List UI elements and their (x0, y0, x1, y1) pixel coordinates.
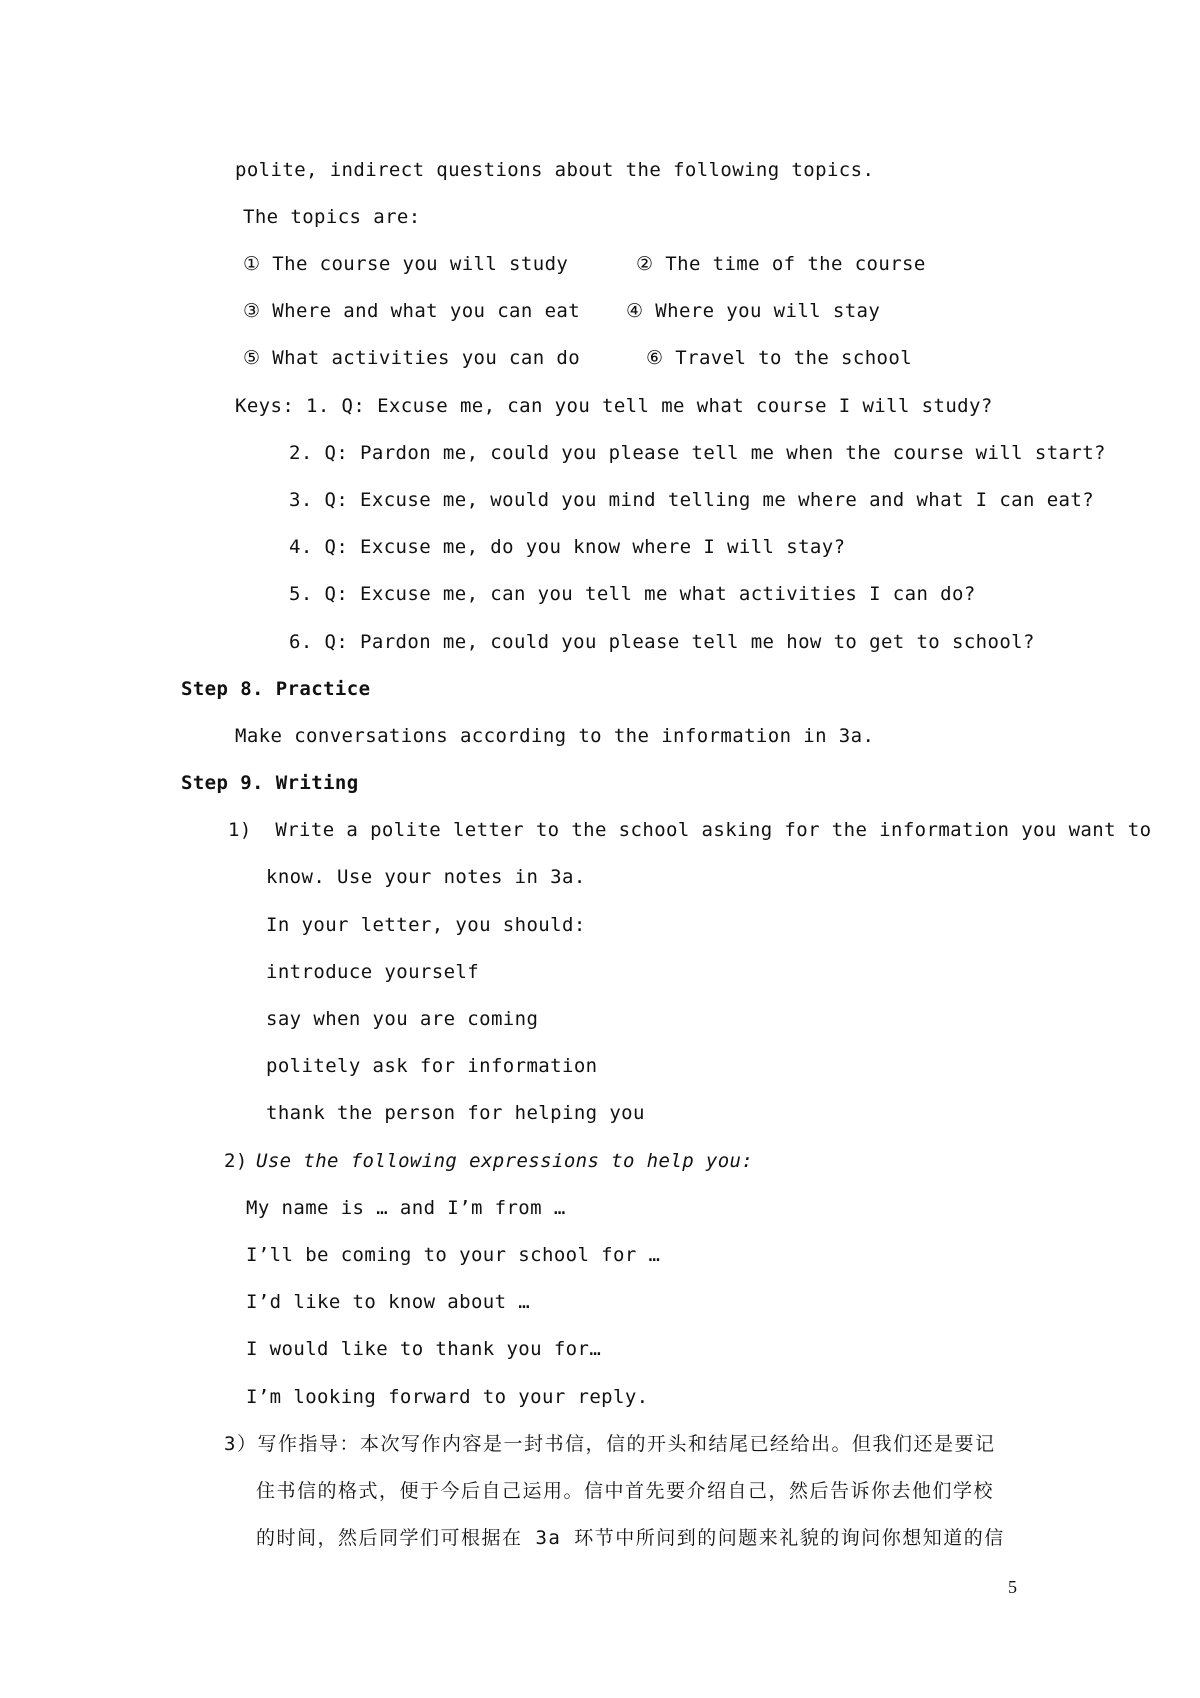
key-answer: 2. Q: Pardon me, could you please tell me when the course will start? (289, 442, 1106, 464)
expression-item: I’m looking forward to your reply. (246, 1386, 649, 1408)
topics-label: The topics are: (243, 206, 421, 228)
page-number: 5 (1008, 1577, 1017, 1597)
writing-item-1: 1) Write a polite letter to the school asking for the information you want to (228, 819, 1152, 841)
expression-item: My name is … and I’m from … (246, 1197, 566, 1219)
letter-point: thank the person for helping you (266, 1102, 645, 1124)
key-answer: 6. Q: Pardon me, could you please tell me how to get to school? (289, 631, 1035, 653)
writing-item-2-number: 2) (224, 1150, 248, 1172)
step9-heading: Step 9. Writing (181, 772, 359, 794)
expression-item: I’ll be coming to your school for … (246, 1244, 661, 1266)
topic-item: ⑥ Travel to the school (646, 347, 913, 369)
step8-text: Make conversations according to the information in 3a. (235, 725, 875, 747)
letter-point: politely ask for information (266, 1055, 598, 1077)
writing-guide-line: 的时间，然后同学们可根据在 3a 环节中所问到的问题来礼貌的询问你想知道的信 (256, 1527, 1005, 1549)
topic-item: ① The course you will study (243, 253, 569, 275)
topic-item: ⑤ What activities you can do (243, 347, 581, 369)
key-answer: 5. Q: Excuse me, can you tell me what activities I can do? (289, 583, 976, 605)
writing-item-1-cont: know. Use your notes in 3a. (266, 866, 586, 888)
step8-heading: Step 8. Practice (181, 678, 371, 700)
topic-item: ③ Where and what you can eat (243, 300, 581, 322)
expression-item: I’d like to know about … (246, 1291, 531, 1313)
letter-point: introduce yourself (266, 961, 480, 983)
writing-item-2-text: Use the following expressions to help you: (256, 1150, 754, 1172)
writing-guide-line: 3）写作指导：本次写作内容是一封书信，信的开头和结尾已经给出。但我们还是要记 (224, 1433, 996, 1455)
topic-item: ④ Where you will stay (626, 300, 881, 322)
key-answer: 4. Q: Excuse me, do you know where I will stay? (289, 536, 846, 558)
expression-item: I would like to thank you for… (246, 1338, 602, 1360)
letter-point: say when you are coming (266, 1008, 539, 1030)
key-answer: Keys: 1. Q: Excuse me, can you tell me what course I will study? (235, 395, 993, 417)
letter-should-label: In your letter, you should: (266, 914, 586, 936)
writing-guide-line: 住书信的格式，便于今后自己运用。信中首先要介绍自己，然后告诉你去他们学校 (256, 1480, 995, 1502)
intro-line: polite, indirect questions about the following topics. (235, 159, 875, 181)
topic-item: ② The time of the course (636, 253, 926, 275)
key-answer: 3. Q: Excuse me, would you mind telling me where and what I can eat? (289, 489, 1095, 511)
